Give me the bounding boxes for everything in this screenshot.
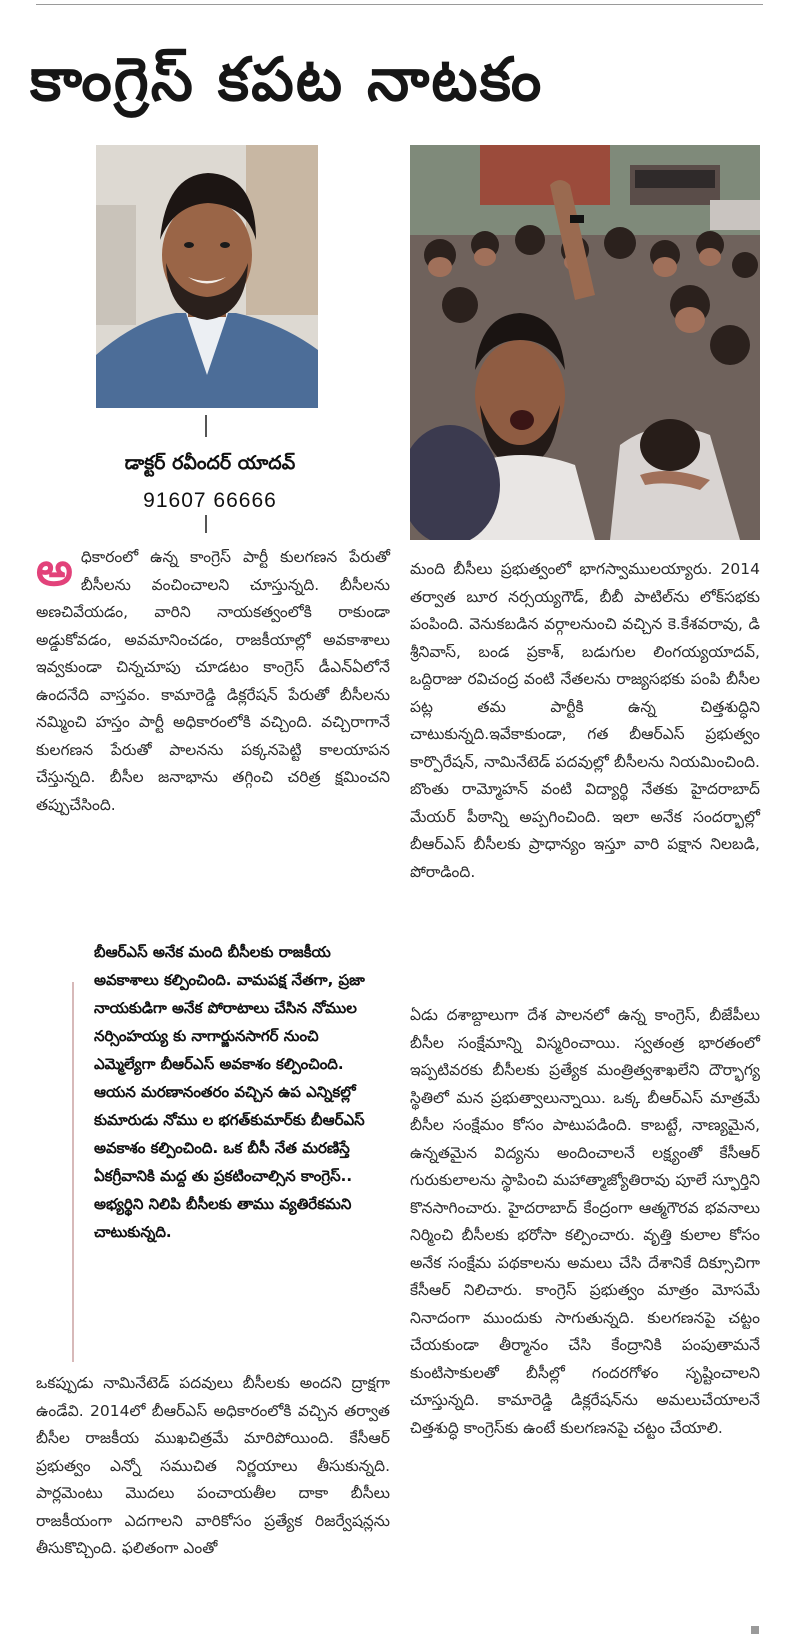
article-right-para1 [410,556,760,886]
drop-cap: అ [36,542,73,596]
author-phone: 91607 66666 [143,489,277,512]
protest-photo [410,145,760,540]
divider-tick [205,515,207,533]
square-end-mark-icon [751,1626,759,1634]
article-left-intro [36,544,390,819]
paragraph: ఒకప్పుడు నామినేటెడ్ పదవులు బీసీలకు అందని ద్రాక్షగా ఉండేవి. 2014లో బీఆర్ఎస్ అధికారంలోకి వచ్చిన తర్వాత బీసీల రాజకీయ ముఖచిత్రమే మారిపోయింది. కేసీఆర్ ప్రభుత్వం ఎన్నో సముచిత నిర్ణయాలు తీసుకున్నది. పార్లమెంటు మొదలు పంచాయతీల దాకా బీసీలు రాజకీయంగా ఎదగాలని వారికోసం ప్రత్యేక రిజర్వేషన్లను తీసుకొచ్చింది. ఫలితంగా ఎంతో [36,1374,390,1557]
pullquote-bar [72,982,74,1362]
divider-tick [205,415,207,437]
article-right-para2 [410,1002,760,1442]
article-left-para2 [36,1370,390,1563]
author-photo [96,145,318,408]
paragraph: ధికారంలో ఉన్న కాంగ్రెస్ పార్టీ కులగణన పేరుతో బీసీలను వంచించాలని చూస్తున్నది. బీసీలను అణచివేయడం, వారిని నాయకత్వంలోకి రాకుండా అడ్డుకోవడం, అవమానించడం, రాజకీయాల్లో అవకాశాలు ఇవ్వకుండా చిన్నచూపు చూడటం కాంగ్రెస్ డీఎన్ఏలోనే ఉందనేది వాస్తవం. కామారెడ్డి డిక్లరేషన్ పేరుతో బీసీలను నమ్మించి హస్తం పార్టీ అధికారంలోకి వచ్చింది. వచ్చిరాగానే కులగణన పేరుతో పాలనను పక్కనపెట్టి కాలయాపన చేస్తున్నది. బీసీల జనాభాను తగ్గించి చరిత్ర క్షమించని తప్పుచేసింది. [36,548,390,814]
top-rule [36,4,763,5]
author-name: డాక్టర్ రవీందర్ యాదవ్ [124,452,296,474]
paragraph: ఏడు దశాబ్దాలుగా దేశ పాలనలో ఉన్న కాంగ్రెస్, బీజేపీలు బీసీల సంక్షేమాన్ని విస్మరించాయి. స్వతంత్ర భారతంలో ఇప్పటివరకు బీసీలకు ప్రత్యేక మంత్రిత్వశాఖలేని దౌర్భాగ్య స్థితిలో మన ప్రభుత్వాలున్నాయి. ఒక్క బీఆర్ఎస్ మాత్రమే బీసీల సంక్షేమం కోసం పాటుపడింది. కాబట్టే, నాణ్యమైన, ఉన్నతమైన విద్యను అందించాలనే లక్ష్యంతో కేసీఆర్ గురుకులాలను స్థాపించి మహాత్మాజ్యోతిరావు పూలే స్ఫూర్తిని కొనసాగించారు. హైదరాబాద్ కేంద్రంగా ఆత్మగౌరవ భవనాలు నిర్మించి బీసీలకు భరోసా కల్పించారు. వృత్తి కులాల కోసం అనేక సంక్షేమ పథకాలను అమలు చేసి దేశానికే దిక్సూచిగా కేసీఆర్ నిలిచారు. కాంగ్రెస్ ప్రభుత్వం మాత్రం మోసమే నినాదంగా ముందుకు సాగుతున్నది. కులగణనపై చట్టం చేయకుండా తీర్మానం చేసి కేంద్రానికి పంపుతామనే కుంటిసాకులతో బీసీల్లో గందరగోళం సృష్టించాలని చూస్తున్నది. కామారెడ్డి డిక్లరేషన్‌ను అమలుచేయాలనే చిత్తశుద్ధి కాంగ్రెస్‌కు ఉంటే కులగణనపై చట్టం చేయాలి. [410,1006,760,1437]
pull-quote: బీఆర్ఎస్ అనేక మంది బీసీలకు రాజకీయ అవకాశాలు కల్పించింది. వామపక్ష నేతగా, ప్రజా నాయకుడిగా అనేక పోరాటాలు చేసిన నోముల నర్సింహయ్య కు నాగార్జునసాగర్ నుంచి ఎమ్మెల్యేగా బీఆర్ఎస్ అవకాశం కల్పించింది. ఆయన మరణానంతరం వచ్చిన ఉప ఎన్నికల్లో కుమారుడు నోము ల భగత్‌కుమార్‌కు బీఆర్ఎస్ అవకాశం కల్పించింది. ఒక బీసీ నేత మరణిస్తే ఏకగ్రీవానికి మద్ద తు ప్రకటించాల్సిన కాంగ్రెస్.. అభ్యర్థిని నిలిపి బీసీలకు తాము వ్యతిరేకమని చాటుకున్నది. [94,943,365,1241]
headline: కాంగ్రెస్ కపట నాటకం [30,45,544,115]
paragraph: మంది బీసీలు ప్రభుత్వంలో భాగస్వాములయ్యారు. 2014 తర్వాత బూర నర్సయ్యగౌడ్, బీబీ పాటిల్‌ను లోక్‌సభకు పంపింది. వెనుకబడిన వర్గాలనుంచి వచ్చిన కె.కేశవరావు, డి శ్రీనివాస్, బండ ప్రకాశ్, బడుగుల లింగయ్యయాదవ్, ఒద్దిరాజు రవిచంద్ర వంటి నేతలను రాజ్యసభకు పంపి బీసీల పట్ల తమ పార్టీకి ఉన్న చిత్తశుద్ధిని చాటుకున్నది.ఇవేకాకుండా, గత బీఆర్ఎస్ ప్రభుత్వం కార్పొరేషన్, నామినేటెడ్ పదవుల్లో బీసీలను నియమించింది. బొంతు రామ్మోహన్ వంటి విద్యార్థి నేతకు హైదరాబాద్ మేయర్ పీఠాన్ని అప్పగించింది. ఇలా అనేక సందర్భాల్లో బీఆర్ఎస్ బీసీలకు ప్రాధాన్యం ఇస్తూ వారి పక్షాన నిలబడి, పోరాడింది. [410,560,760,881]
